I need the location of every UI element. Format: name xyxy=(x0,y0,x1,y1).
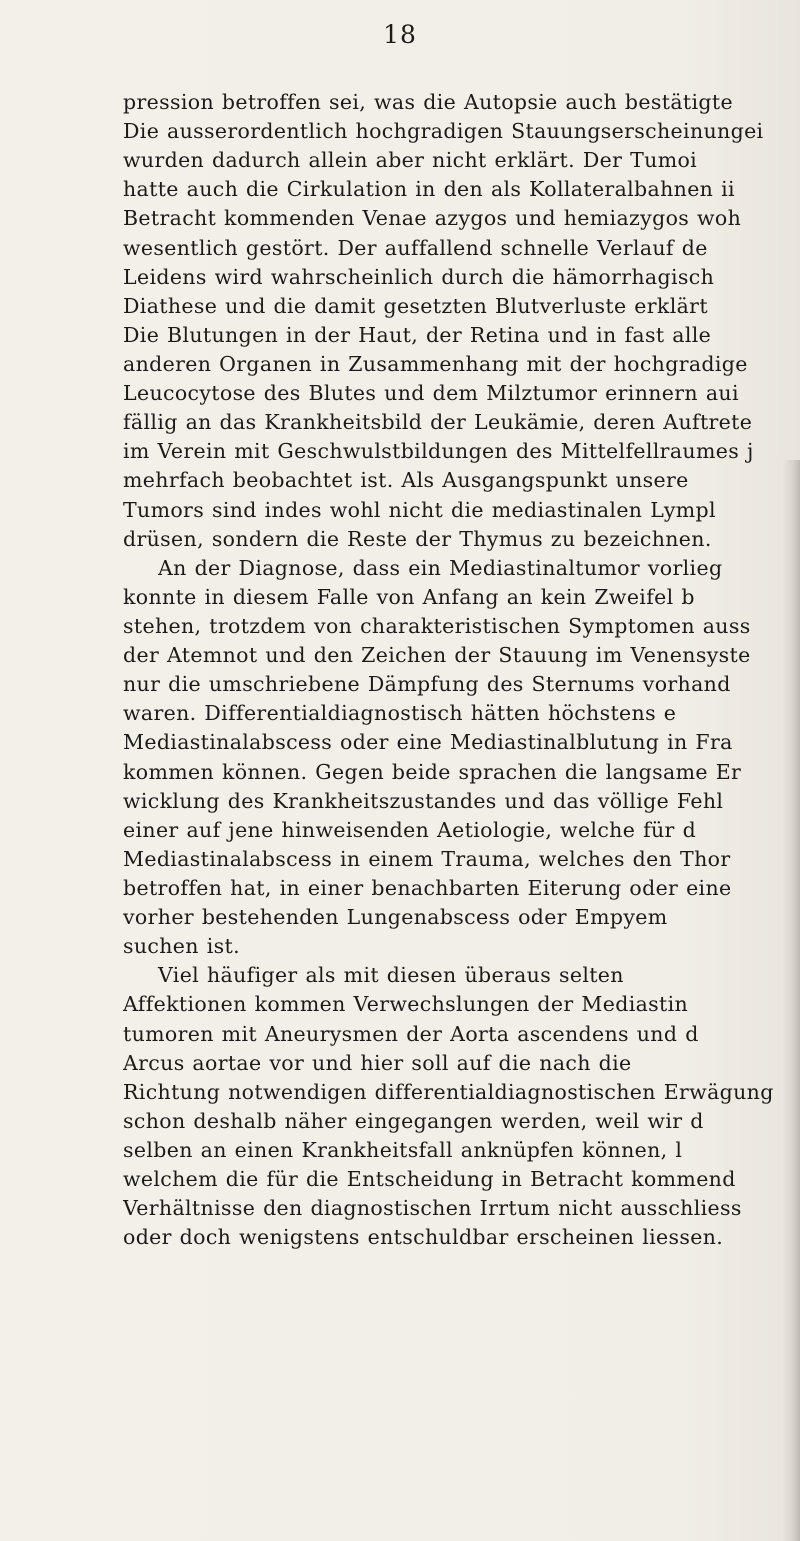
page-gutter-shadow xyxy=(782,460,800,1541)
text-line: schon deshalb näher eingegangen werden, weil wir d xyxy=(123,1108,704,1133)
text-line: Diathese und die damit gesetzten Blutverluste erklärt xyxy=(123,293,708,318)
text-line: suchen ist. xyxy=(123,934,240,959)
text-line: selben an einen Krankheitsfall anknüpfen können, l xyxy=(123,1137,683,1162)
text-line: anderen Organen in Zusammenhang mit der hochgradige xyxy=(123,351,748,376)
text-line: Arcus aortae vor und hier soll auf die nach die xyxy=(123,1050,632,1075)
text-line: einer auf jene hinweisenden Aetiologie, welche für d xyxy=(123,817,697,842)
text-line: oder doch wenigstens entschuldbar erscheinen liessen. xyxy=(123,1225,724,1250)
text-line: Viel häufiger als mit diesen überaus selten xyxy=(158,963,624,988)
text-line: wurden dadurch allein aber nicht erklärt. Der Tumoi xyxy=(123,148,698,173)
text-line: stehen, trotzdem von charakteristischen Symptomen auss xyxy=(123,613,751,638)
body-text xyxy=(123,88,795,1252)
text-line: mehrfach beobachtet ist. Als Ausgangspunkt unsere xyxy=(123,468,689,493)
text-line: fällig an das Krankheitsbild der Leukämie, deren Auftrete xyxy=(123,410,753,435)
text-line: welchem die für die Entscheidung in Betracht kommend xyxy=(123,1167,736,1192)
text-line: nur die umschriebene Dämpfung des Sternums vorhand xyxy=(123,672,731,697)
text-line: Mediastinalabscess oder eine Mediastinalblutung in Fra xyxy=(123,730,733,755)
text-line: Tumors sind indes wohl nicht die mediastinalen Lympl xyxy=(123,497,716,522)
text-line: wicklung des Krankheitszustandes und das völlige Fehl xyxy=(123,788,724,813)
text-line: An der Diagnose, dass ein Mediastinaltumor vorlieg xyxy=(158,555,723,580)
text-line: im Verein mit Geschwulstbildungen des Mittelfellraumes j xyxy=(123,439,754,464)
text-line: Verhältnisse den diagnostischen Irrtum nicht ausschliess xyxy=(123,1196,742,1221)
text-line: wesentlich gestört. Der auffallend schnelle Verlauf de xyxy=(123,235,708,260)
page-number: 18 xyxy=(383,20,417,49)
text-line: Betracht kommenden Venae azygos und hemiazygos woh xyxy=(123,206,742,231)
text-line: der Atemnot und den Zeichen der Stauung im Venensyste xyxy=(123,643,751,668)
text-line: kommen können. Gegen beide sprachen die langsame Er xyxy=(123,759,742,784)
text-line: waren. Differentialdiagnostisch hätten höchstens e xyxy=(123,701,677,726)
text-line: Die Blutungen in der Haut, der Retina und in fast alle xyxy=(123,322,712,347)
text-line: pression betroffen sei, was die Autopsie auch bestätigte xyxy=(123,90,733,114)
text-line: Leidens wird wahrscheinlich durch die hämorrhagisch xyxy=(123,264,715,289)
text-line: tumoren mit Aneurysmen der Aorta ascendens und d xyxy=(123,1021,699,1046)
text-line: konnte in diesem Falle von Anfang an kein Zweifel b xyxy=(123,584,695,609)
text-line: Affektionen kommen Verwechslungen der Mediastin xyxy=(123,992,689,1017)
text-line: vorher bestehenden Lungenabscess oder Empyem xyxy=(123,905,668,930)
text-line: hatte auch die Cirkulation in den als Kollateralbahnen ii xyxy=(123,177,735,202)
text-line: Richtung notwendigen differentialdiagnostischen Erwägung xyxy=(123,1079,774,1104)
text-line: Leucocytose des Blutes und dem Milztumor erinnern aui xyxy=(123,381,739,406)
text-line: Mediastinalabscess in einem Trauma, welches den Thor xyxy=(123,846,731,871)
text-line: Die ausserordentlich hochgradigen Stauungserscheinungei xyxy=(123,119,764,144)
text-line: drüsen, sondern die Reste der Thymus zu bezeichnen. xyxy=(123,526,712,551)
text-line: betroffen hat, in einer benachbarten Eiterung oder eine xyxy=(123,875,732,900)
